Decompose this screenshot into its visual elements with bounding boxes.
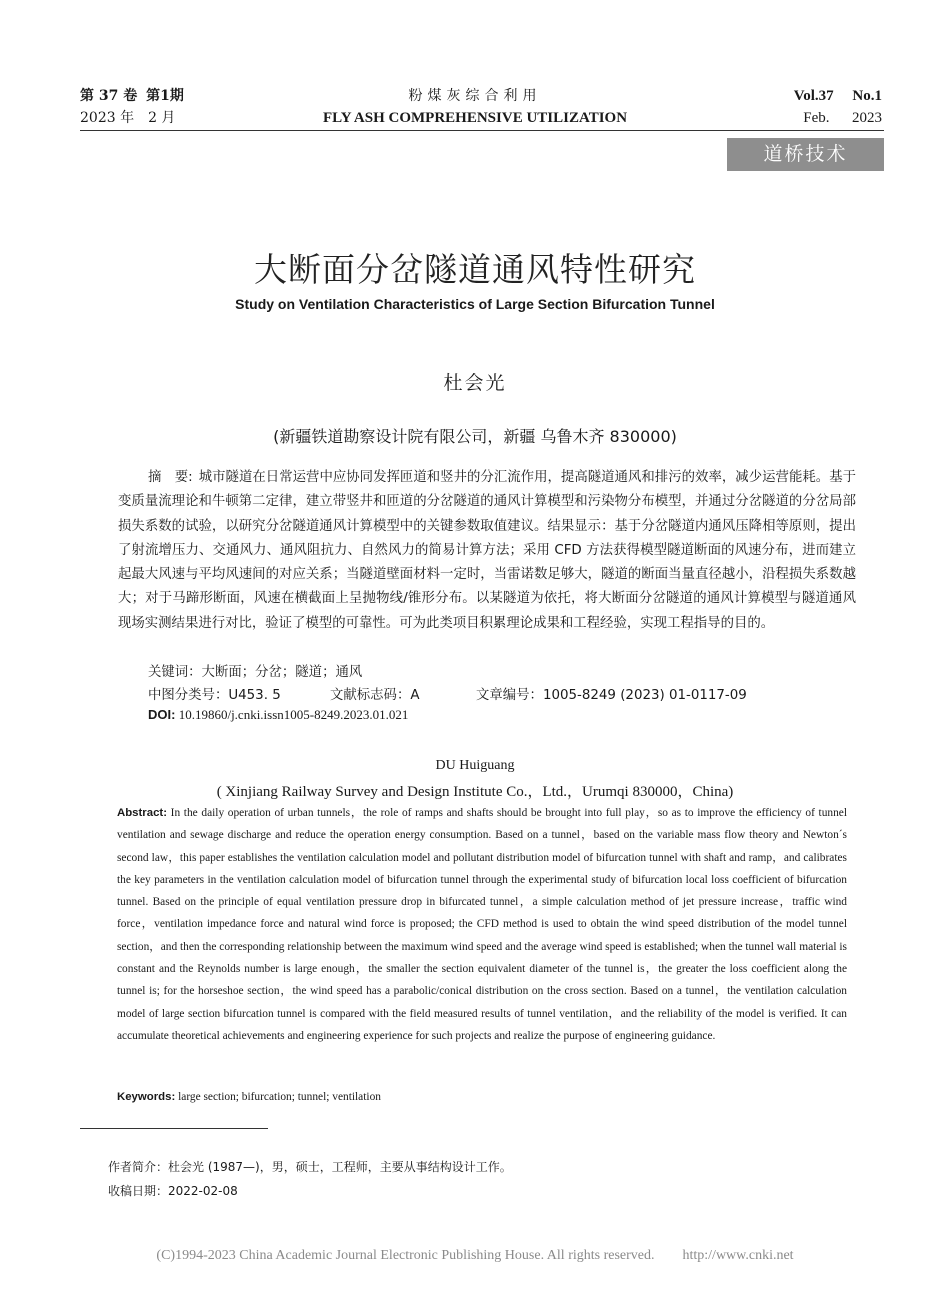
journal-name-cn: 粉煤灰综合利用 bbox=[408, 88, 542, 104]
month-en: Feb. bbox=[803, 110, 830, 126]
footnote-received-date: 收稿日期：2022-02-08 bbox=[108, 1184, 238, 1198]
keywords-cn: 关键词：大断面；分岔；隧道；通风 bbox=[148, 665, 363, 680]
section-tag: 道桥技术 bbox=[727, 138, 884, 171]
author-name-cn: 杜会光 bbox=[443, 372, 507, 394]
journal-name-en: FLY ASH COMPREHENSIVE UTILIZATION bbox=[322, 110, 628, 126]
affiliation-en: ( Xinjiang Railway Survey and Design Institute Co.，Ltd.，Urumqi 830000，China) bbox=[216, 784, 734, 800]
doi-value: 10.19860/j.cnki.issn1005-8249.2023.01.021 bbox=[178, 707, 409, 722]
article-number: 文章编号：1005-8249 (2023) 01-0117-09 bbox=[476, 688, 747, 703]
issue-cn: 第1期 bbox=[146, 88, 184, 104]
abstract-en-label: Abstract: bbox=[117, 807, 168, 819]
volume-cn: 第 37 卷 bbox=[80, 88, 138, 104]
affiliation-cn: (新疆铁道勘察设计院有限公司，新疆 乌鲁木齐 830000) bbox=[273, 427, 677, 446]
abstract-en bbox=[117, 802, 847, 1047]
abstract-en-text: In the daily operation of urban tunnels，the role of ramps and shafts should be brought into full play，so as to improve the efficiency of tunnel ventilation and sewage discharge and reduce the operation energy consumption. Based on a tunnel，based on the variable mass flow theory and Newton´s second law，this paper establishes the ventilation calculation model and pollutant distribution model of bifurcation tunnel with shaft and ramp，and calibrates the key parameters in the ventilation calculation model of bifurcation tunnel through the experimental study of bifurcation local loss coefficient of bifurcation tunnel. Based on the principle of equal ventilation pressure drop in bifurcated tunnel，a simple calculation method of jet pressure increase，traffic wind force，ventilation impedance force and natural wind force is proposed; the CFD method is used to obtain the wind speed distribution of the model tunnel section，and then the corresponding relationship between the maximum wind speed and the average wind speed is established; when the tunnel wall material is constant and the Reynolds number is large enough，the smaller the section equivalent diameter of the tunnel is，the greater the loss coefficient along the tunnel is; for the horseshoe section，the wind speed has a parabolic/conical distribution on the cross section. Based on a tunnel，the ventilation calculation model of large section bifurcation tunnel is compared with the field measured results of tunnel ventilation，and the reliability of the model is verified. It can accumulate theoretical achievements and engineering experience for such projects and realize the purpose of engineering guidance. bbox=[117, 807, 847, 1042]
volume-en: Vol.37 bbox=[793, 88, 834, 104]
year-en: 2023 bbox=[852, 110, 882, 126]
doi-label: DOI: bbox=[148, 707, 176, 722]
author-name-en: DU Huiguang bbox=[435, 758, 515, 773]
classification-line bbox=[148, 684, 747, 703]
keywords-en-text: large section; bifurcation; tunnel; ventilation bbox=[178, 1091, 381, 1103]
title-cn: 大断面分岔隧道通风特性研究 bbox=[254, 250, 696, 289]
keywords-en bbox=[117, 1091, 381, 1103]
header-volume-issue-en bbox=[794, 86, 882, 106]
abstract-cn bbox=[118, 466, 856, 636]
abstract-cn-label: 摘 要: bbox=[148, 470, 193, 485]
header-date-cn: 2023 年 2 月 bbox=[80, 110, 176, 126]
copyright-notice: (C)1994-2023 China Academic Journal Electronic Publishing House. All rights reserved. http://www.cnki.net bbox=[156, 1248, 794, 1263]
header-divider bbox=[80, 130, 884, 131]
document-code: 文献标志码：A bbox=[330, 688, 420, 703]
footnote-divider bbox=[80, 1128, 268, 1129]
doi-line bbox=[148, 707, 408, 723]
clc-number: 中图分类号：U453. 5 bbox=[148, 688, 281, 703]
footnote-author-bio: 作者简介：杜会光 (1987—)，男，硕士，工程师，主要从事结构设计工作。 bbox=[108, 1160, 512, 1174]
keywords-en-label: Keywords: bbox=[117, 1091, 176, 1103]
issue-en: No.1 bbox=[852, 88, 882, 104]
header-date-en bbox=[803, 108, 882, 128]
title-en: Study on Ventilation Characteristics of Large Section Bifurcation Tunnel bbox=[235, 296, 715, 312]
abstract-cn-text: 城市隧道在日常运营中应协同发挥匝道和竖井的分汇流作用，提高隧道通风和排污的效率，减少运营能耗。基于变质量流理论和牛顿第二定律，建立带竖井和匝道的分岔隧道的通风计算模型和污染物分布模型，并通过分岔隧道的分岔局部损失系数的试验，以研究分岔隧道通风计算模型中的关键参数取值建议。结果显示：基于分岔隧道内通风压降相等原则，提出了射流增压力、交通风力、通风阻抗力、自然风力的简易计算方法；采用 CFD 方法获得模型隧道断面的风速分布，进而建立起最大风速与平均风速间的对应关系；当隧道壁面材料一定时，当雷诺数足够大，隧道的断面当量直径越小，沿程损失系数越大；对于马蹄形断面，风速在横截面上呈抛物线/锥形分布。以某隧道为依托，将大断面分岔隧道的通风计算模型与隧道通风现场实测结果进行对比，验证了模型的可靠性。可为此类项目积累理论成果和工程经验，实现工程指导的目的。 bbox=[118, 470, 856, 631]
